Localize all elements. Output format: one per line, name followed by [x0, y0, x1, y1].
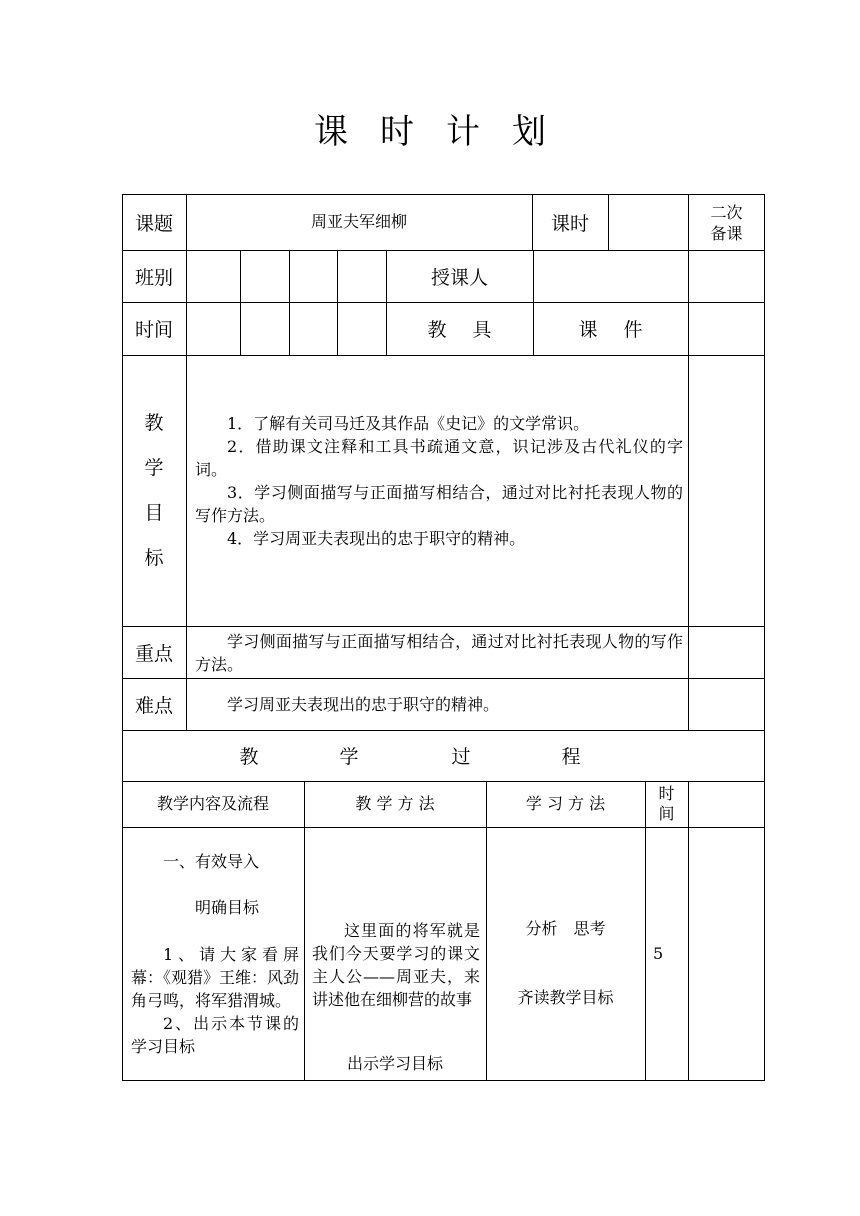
teacher-label: 授课人: [430, 266, 488, 289]
objectives-label-char: 学: [144, 457, 164, 479]
row-line: [122, 678, 765, 679]
period-value: [608, 194, 688, 250]
second-prep-line: 二次: [710, 203, 743, 222]
page-title: [0, 104, 860, 153]
col-header-time-char: 间: [658, 804, 675, 823]
title-char: 划: [512, 112, 546, 152]
objective-item: 2．借助课文注释和工具书疏通文意，识记涉及古代礼仪的字词。: [195, 437, 683, 479]
border-right: [764, 194, 765, 1081]
objectives-label: [134, 401, 174, 581]
border-bottom: [122, 1080, 765, 1081]
row-line: [122, 626, 765, 627]
second-prep-line: 备课: [710, 224, 743, 243]
process-title-char: 教: [239, 746, 259, 768]
col-line: [186, 194, 187, 730]
step-sub-text: 明确目标: [195, 898, 260, 917]
title-char: 课: [314, 112, 348, 152]
key-point-label: 重点: [134, 642, 173, 665]
col-header-time-char: 时: [658, 784, 675, 803]
step-time: [653, 942, 683, 965]
period-label: 课时: [550, 212, 589, 235]
title-char: 时: [380, 112, 414, 152]
topic-value: 周亚夫军细柳: [310, 212, 407, 231]
objective-item: 3．学习侧面描写与正面描写相结合，通过对比衬托表现人物的写作方法。: [195, 483, 683, 525]
class-label: 班别: [134, 266, 173, 289]
step-item: 1、请大家看屏幕：《观猎》王维：风劲角弓鸣，将军猎渭城。: [131, 945, 300, 1010]
process-title-char: 过: [451, 746, 471, 768]
teaching-method-text: 这里面的将军就是我们今天要学习的课文主人公——周亚夫，来讲述他在细柳营的故事: [312, 921, 480, 1009]
row-line: [122, 827, 765, 828]
time-label: 时间: [134, 319, 173, 341]
topic-label: 课题: [134, 212, 173, 235]
difficulty-text: [195, 693, 683, 716]
col-header-time: [645, 781, 688, 827]
title-char: 计: [446, 112, 480, 152]
second-prep-header: [688, 196, 765, 250]
step-sub: [131, 896, 299, 919]
objectives-label-char: 标: [144, 547, 164, 569]
col-line: [688, 194, 689, 730]
courseware-label: 课 件: [578, 319, 643, 341]
process-title-char: 程: [561, 746, 581, 768]
col-header-content: 教学内容及流程: [156, 794, 269, 813]
col-line: [289, 250, 290, 355]
lesson-plan-table: [122, 194, 765, 1081]
difficulty-label: 难点: [134, 694, 173, 717]
objective-item: 1．了解有关司马迁及其作品《史记》的文学常识。: [227, 414, 590, 433]
col-line: [337, 250, 338, 355]
col-line: [240, 250, 241, 355]
key-point-paragraph: 学习侧面描写与正面描写相结合，通过对比衬托表现人物的写作方法。: [195, 632, 683, 674]
step-title: [131, 850, 299, 873]
process-title-char: 学: [339, 746, 359, 768]
col-line: [688, 781, 689, 1081]
learning-method-1: 分析 思考: [525, 919, 606, 938]
objectives-label-char: 目: [144, 502, 164, 524]
step-item: 2、出示本节课的学习目标: [131, 1014, 299, 1056]
row-line: [122, 355, 765, 356]
objectives-list: [195, 412, 683, 550]
step-title-text: 一、有效导入: [163, 852, 260, 871]
col-header-teaching: 教 学 方 法: [355, 794, 435, 813]
key-point-text: [195, 630, 683, 676]
tools-label: 教 具: [427, 319, 492, 341]
step-time-value: 5: [653, 944, 664, 963]
teaching-method: [312, 919, 480, 1011]
objective-item: 4．学习周亚夫表现出的忠于职守的精神。: [227, 529, 526, 548]
col-header-learning: 学 习 方 法: [525, 794, 606, 813]
difficulty-paragraph: 学习周亚夫表现出的忠于职守的精神。: [227, 695, 500, 714]
step-items: [131, 943, 299, 1058]
teaching-method-note: 出示学习目标: [346, 1054, 443, 1073]
learning-method-2: 齐读教学目标: [517, 988, 614, 1007]
objectives-label-char: 教: [144, 412, 164, 434]
